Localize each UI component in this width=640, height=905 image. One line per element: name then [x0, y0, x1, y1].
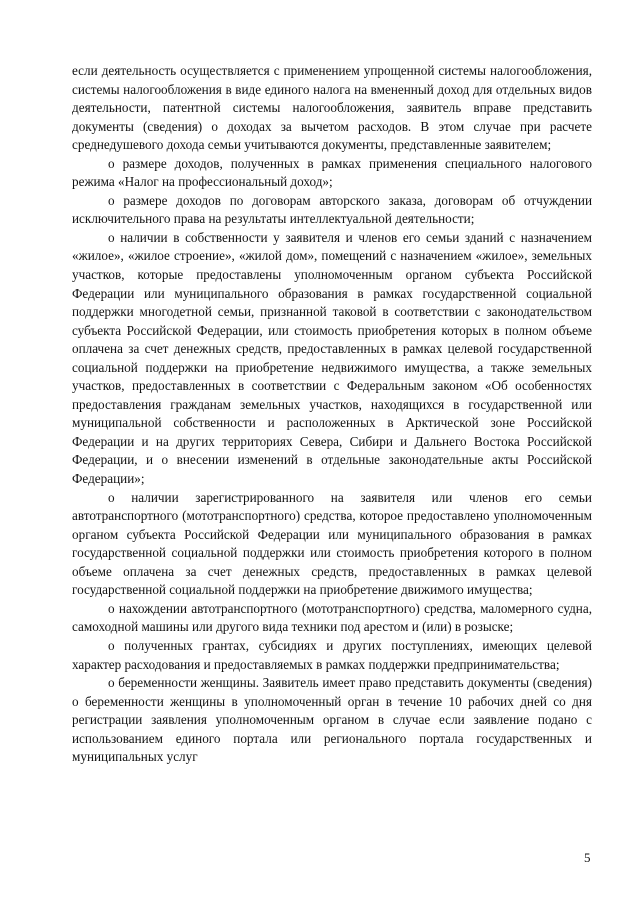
- paragraph-registered-vehicle: о наличии зарегистрированного на заявителя или членов его семьи автотранспортного (мототранспортного) средства, которое предоставлено уполномоченным органом субъекта Российской Федерации или муниципального образования в рамках государственной социальной поддержки или стоимость приобретения которого в полном объеме оплачена за счет денежных средств, предоставленных в рамках целевой государственной социальной поддержки на приобретение движимого имущества;: [72, 489, 592, 598]
- paragraph-real-estate-ownership: о наличии в собственности у заявителя и членов его семьи зданий с назначением «жилое», «жилое строение», «жилой дом», помещений с назначением «жилое», земельных участков, которые предоставлены уполномоченным органом субъекта Российской Федерации или муниципального образования в рамках государственной социальной поддержки многодетной семьи, признанной таковой в соответствии с законодательством субъекта Российской Федерации, или стоимость приобретения которых в полном объеме оплачена за счет денежных средств, предоставленных в рамках целевой государственной социальной поддержки на приобретение недвижимого имущества, а также земельных участков, предоставленных в соответствии с Федеральным законом «Об особенностях предоставления гражданам земельных участков, находящихся в государственной или муниципальной собственности и расположенных в Арктической зоне Российской Федерации и на других территориях Севера, Сибири и Дальнего Востока Российской Федерации, и о внесении изменений в отдельные законодательные акты Российской Федерации»;: [72, 229, 592, 487]
- paragraph-pregnancy: о беременности женщины. Заявитель имеет право представить документы (сведения) о беременности женщины в уполномоченный орган в течение 10 рабочих дней со дня регистрации заявления уполномоченным органом в случае если заявление подано с использованием единого портала или регионального портала государственных и муниципальных услуг: [72, 675, 592, 765]
- document-body: [72, 62, 592, 767]
- paragraph-professional-income-tax: о размере доходов, полученных в рамках применения специального налогового режима «Налог на профессиональный доход»;: [72, 155, 592, 190]
- paragraph-grants-subsidies: о полученных грантах, субсидиях и других поступлениях, имеющих целевой характер расходования и предоставляемых в рамках поддержки предпринимательства;: [72, 637, 592, 672]
- page-number: 5: [584, 850, 591, 865]
- paragraph-continuation-income-documents: если деятельность осуществляется с применением упрощенной системы налогообложения, системы налогообложения в виде единого налога на вмененный доход для отдельных видов деятельности, патентной системы налогообложения, заявитель вправе представить документы (сведения) о доходах за вычетом расходов. В этом случае при расчете среднедушевого дохода семьи учитываются документы, представленные заявителем;: [72, 63, 592, 153]
- paragraph-author-contracts: о размере доходов по договорам авторского заказа, договорам об отчуждении исключительного права на результаты интеллектуальной деятельности;: [72, 192, 592, 227]
- paragraph-vehicle-under-arrest: о нахождении автотранспортного (мототранспортного) средства, маломерного судна, самоходной машины или другого вида техники под арестом и (или) в розыске;: [72, 600, 592, 635]
